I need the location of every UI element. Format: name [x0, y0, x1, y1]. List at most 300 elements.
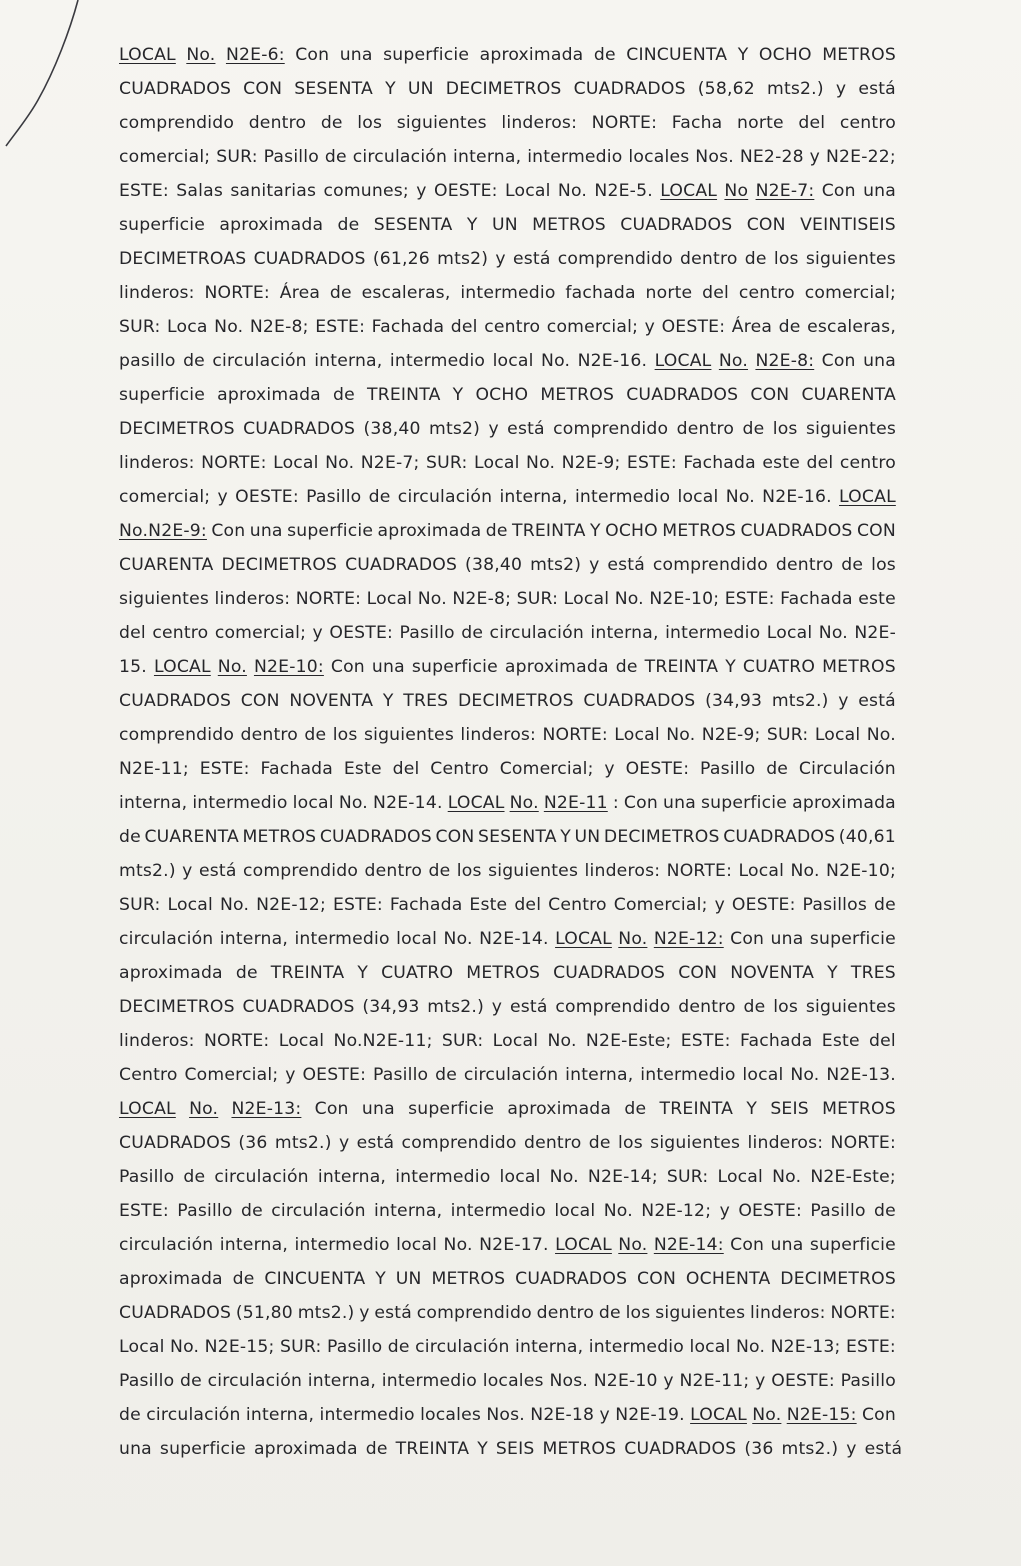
text-word: del — [514, 895, 542, 915]
text-word: aproximada — [119, 963, 223, 983]
text-word: ESTE: — [724, 589, 775, 609]
text-word: CON — [243, 79, 283, 99]
text-word: ESTE: — [199, 759, 250, 779]
text-line — [119, 174, 896, 208]
text-word: circulación — [119, 1235, 214, 1255]
text-word: intermedio — [294, 929, 390, 949]
text-word: de — [232, 1269, 255, 1289]
text-word: ESTE: — [332, 895, 383, 915]
text-word: SUR: — [426, 453, 468, 473]
text-word: comercial; — [119, 487, 211, 507]
text-word: N2E-22; — [825, 147, 896, 167]
text-word: No. — [866, 725, 896, 745]
text-word: interna, — [590, 623, 659, 643]
text-word: está — [864, 1439, 903, 1459]
text-word: N2E-5. — [594, 181, 653, 201]
text-word: Con — [861, 1405, 896, 1425]
underlined-heading-word: No. — [752, 1405, 782, 1425]
text-line — [119, 616, 896, 650]
text-line — [119, 1432, 903, 1466]
text-word: y — [491, 997, 503, 1017]
text-word: una — [770, 1235, 804, 1255]
text-word: OESTE: — [235, 487, 299, 507]
text-word: y — [599, 1405, 610, 1425]
text-word: dentro — [523, 1133, 582, 1153]
underlined-heading-word: LOCAL — [153, 657, 211, 677]
text-word: está — [858, 79, 896, 99]
text-word: los — [625, 1303, 651, 1323]
text-word: y — [714, 895, 725, 915]
text-word: los — [618, 1133, 643, 1153]
text-word: local — [396, 929, 438, 949]
text-word: CUADRADOS — [345, 555, 458, 575]
text-word: 15. — [119, 657, 147, 677]
text-line — [119, 786, 896, 820]
text-word: circulación — [214, 1167, 309, 1187]
text-line — [119, 1024, 896, 1058]
text-word: UN — [574, 827, 601, 847]
text-line — [119, 854, 896, 888]
text-word: No. — [736, 1337, 766, 1357]
text-word: : — [612, 793, 619, 813]
text-word: Y — [452, 385, 464, 405]
text-word: aproximada — [219, 215, 324, 235]
text-word: local — [554, 1201, 596, 1221]
text-word: los — [332, 725, 358, 745]
text-word: CUATRO — [742, 657, 816, 677]
text-word: METROS — [540, 385, 615, 405]
text-word: y — [217, 487, 228, 507]
text-word: comunes; — [323, 181, 409, 201]
text-word: Local — [167, 895, 214, 915]
underlined-heading-word: LOCAL — [839, 487, 896, 507]
text-line — [119, 344, 896, 378]
text-line — [119, 1364, 896, 1398]
text-word: METROS — [822, 45, 896, 65]
text-word: los — [773, 997, 799, 1017]
text-word: (38,40 — [465, 555, 523, 575]
text-word: de — [329, 283, 352, 303]
text-word: comprendido — [243, 861, 359, 881]
text-word: de — [333, 385, 355, 405]
text-word: No. — [325, 453, 355, 473]
text-line — [119, 276, 896, 310]
text-word: siguientes — [805, 249, 896, 269]
text-word: No. — [557, 181, 588, 201]
underlined-heading-word: LOCAL — [555, 1235, 612, 1255]
text-word: Pasillo — [177, 1201, 233, 1221]
text-word: Nos. — [695, 147, 734, 167]
text-word: y — [846, 1439, 857, 1459]
text-word: escaleras, — [361, 283, 451, 303]
text-word: DECIMETROAS — [119, 249, 247, 269]
text-word: N2E-10; — [826, 861, 896, 881]
text-word: del — [798, 113, 826, 133]
text-word: DECIMETROS — [119, 419, 235, 439]
text-word: circulación — [463, 1065, 559, 1085]
text-word: ESTE: — [626, 453, 677, 473]
text-word: linderos: — [584, 861, 661, 881]
text-word: siguientes — [650, 1133, 741, 1153]
text-word: comercial; — [214, 623, 307, 643]
text-word: aproximada — [504, 657, 609, 677]
text-word: local — [742, 1065, 784, 1085]
text-word: local — [677, 487, 719, 507]
text-word: CUADRADOS — [626, 385, 739, 405]
text-word: No. — [443, 929, 473, 949]
text-word: METROS — [466, 963, 541, 983]
text-line — [119, 582, 896, 616]
text-word: No. — [443, 1235, 473, 1255]
text-word: CON — [240, 691, 280, 711]
text-word: de — [744, 249, 767, 269]
text-word: Centro — [119, 1065, 178, 1085]
text-word: Con — [730, 929, 765, 949]
text-word: superficie — [408, 1099, 495, 1119]
text-word: del — [869, 1031, 896, 1051]
text-word: No. — [219, 895, 250, 915]
text-word: circulación — [271, 1201, 366, 1221]
text-word: TREINTA — [512, 521, 586, 541]
text-word: Facha — [671, 113, 723, 133]
text-word: No. — [526, 453, 556, 473]
text-word: interna, — [453, 147, 522, 167]
underlined-heading-word: LOCAL — [690, 1405, 747, 1425]
text-word: DECIMETROS — [780, 1269, 896, 1289]
text-word: CUADRADOS — [620, 215, 733, 235]
text-line — [119, 956, 896, 990]
text-line — [119, 650, 896, 684]
underlined-heading-word: No. — [189, 1099, 219, 1119]
text-word: Pasillo — [326, 1337, 383, 1357]
text-word: del — [806, 453, 834, 473]
text-word: intermedio — [294, 1235, 390, 1255]
text-word: N2E-12; — [641, 1201, 712, 1221]
text-word: comprendido — [555, 997, 671, 1017]
underlined-heading-word: N2E-10: — [253, 657, 324, 677]
text-word: una — [663, 793, 696, 813]
text-word: TRES — [403, 691, 449, 711]
text-word: Pasillos — [802, 895, 868, 915]
text-word: CUADRADOS — [515, 1269, 628, 1289]
text-line — [119, 1228, 896, 1262]
text-word: dentro — [364, 861, 423, 881]
text-word: intermedio — [588, 1337, 684, 1357]
text-word: Con — [211, 521, 246, 541]
text-word: comprendido — [652, 555, 768, 575]
text-word: N2E-11; — [119, 759, 189, 779]
text-word: METROS — [822, 657, 896, 677]
text-word: N2E-16. — [762, 487, 832, 507]
text-word: dentro — [248, 113, 307, 133]
text-line — [119, 1262, 896, 1296]
text-word: Circulación — [798, 759, 896, 779]
text-word: METROS — [542, 1439, 617, 1459]
text-line — [119, 378, 896, 412]
text-word: OESTE: — [302, 1065, 367, 1085]
text-word: TREINTA — [270, 963, 345, 983]
text-word: N2E-17. — [479, 1235, 549, 1255]
text-line — [119, 1092, 896, 1126]
text-word: Local — [366, 589, 413, 609]
text-word: N2E-10; — [649, 589, 720, 609]
text-word: de — [435, 1065, 458, 1085]
text-word: centro — [484, 317, 541, 337]
text-word: está — [374, 1303, 412, 1323]
text-word: de — [485, 521, 508, 541]
text-word: Pasillo — [399, 623, 455, 643]
text-word: una — [249, 521, 283, 541]
text-word: Y — [466, 215, 478, 235]
text-word: interna, — [374, 1201, 443, 1221]
text-word: Local — [614, 725, 660, 745]
text-word: Pasillo — [810, 1201, 866, 1221]
text-word: NOVENTA — [289, 691, 374, 711]
text-word: Y — [385, 79, 396, 99]
text-line — [119, 1296, 896, 1330]
text-word: dentro — [678, 997, 736, 1017]
text-word: N2E-13. — [826, 1065, 896, 1085]
text-word: interna, — [245, 1405, 315, 1425]
text-word: una — [863, 181, 896, 201]
text-word: siguientes — [655, 1303, 746, 1323]
text-word: CUADRADOS — [119, 1133, 232, 1153]
text-word: N2E-16. — [577, 351, 648, 371]
text-word: No. — [772, 1167, 802, 1187]
text-word: aproximada — [507, 1099, 612, 1119]
text-word: siguientes — [396, 113, 487, 133]
text-word: Local — [278, 1031, 325, 1051]
text-word: linderos: — [747, 1133, 824, 1153]
text-word: (61,26 — [372, 249, 430, 269]
text-word: ESTE: — [119, 181, 169, 201]
text-word: Fachada — [683, 453, 756, 473]
text-word: SESENTA — [294, 79, 373, 99]
text-word: de — [778, 317, 801, 337]
text-word: de — [183, 1167, 206, 1187]
text-word: No. — [170, 1337, 200, 1357]
text-word: ESTE: — [315, 317, 366, 337]
text-word: OESTE: — [661, 317, 726, 337]
text-word: de — [461, 623, 484, 643]
text-word: OESTE: — [329, 623, 394, 643]
text-word: de — [766, 759, 789, 779]
text-word: N2E- — [854, 623, 896, 643]
text-word: OESTE: — [771, 1371, 835, 1391]
text-word: locales — [420, 1405, 482, 1425]
text-word: interna, — [515, 1337, 584, 1357]
text-line — [119, 1126, 896, 1160]
text-word: y — [719, 1201, 730, 1221]
text-word: N2E-19. — [615, 1405, 685, 1425]
text-word: de — [428, 861, 451, 881]
text-word: superficie — [119, 215, 206, 235]
text-word: mts2.) — [297, 1303, 355, 1323]
text-word: Fachada — [371, 317, 445, 337]
underlined-heading-word: No. — [186, 45, 216, 65]
text-word: aproximada — [377, 521, 482, 541]
text-word: (51,80 — [235, 1303, 293, 1323]
text-word: ESTE: — [119, 1201, 169, 1221]
text-word: locales — [482, 1371, 544, 1391]
text-word: comprendido — [557, 249, 673, 269]
text-word: dentro — [775, 555, 834, 575]
text-line — [119, 1194, 896, 1228]
text-word: de — [598, 1303, 621, 1323]
text-word: está — [509, 997, 548, 1017]
text-word: comprendido — [401, 1133, 517, 1153]
text-word: CUADRADOS — [119, 1303, 232, 1323]
text-word: Pasillo — [119, 1371, 175, 1391]
text-word: DECIMETROS — [119, 997, 235, 1017]
text-word: Fachada — [389, 895, 463, 915]
text-word: norte — [645, 283, 693, 303]
text-word: (58,62 — [697, 79, 755, 99]
text-word: Fachada — [739, 1031, 813, 1051]
text-word: dentro — [676, 419, 735, 439]
underlined-heading-word: No. — [618, 1235, 648, 1255]
text-word: está — [512, 249, 551, 269]
text-word: SEIS — [770, 1099, 809, 1119]
text-word: Y — [827, 963, 838, 983]
text-word: centro — [152, 623, 209, 643]
text-word: circulación — [146, 1405, 241, 1425]
text-word: circulación — [119, 929, 214, 949]
text-word: Local — [766, 623, 813, 643]
text-word: norte — [737, 113, 784, 133]
text-word: Y — [357, 963, 369, 983]
text-word: intermedio — [460, 283, 556, 303]
text-word: este — [858, 589, 896, 609]
text-line — [119, 1058, 896, 1092]
text-word: interna, — [499, 487, 568, 507]
text-word: comprendido — [416, 1303, 532, 1323]
text-word: comercial; — [804, 283, 896, 303]
text-line — [119, 548, 896, 582]
text-word: de — [874, 1201, 896, 1221]
text-word: superficie — [383, 45, 470, 65]
text-word: de — [874, 895, 896, 915]
text-word: CUADRADOS — [119, 691, 232, 711]
text-word: OCHO — [605, 521, 658, 541]
text-line — [119, 208, 896, 242]
text-word: Comercial; — [613, 895, 708, 915]
text-word: UN — [491, 215, 518, 235]
text-word: OESTE: — [738, 1201, 802, 1221]
text-word: dentro — [680, 249, 738, 269]
text-word: N2E-14. — [373, 793, 443, 813]
text-word: No. — [338, 793, 368, 813]
text-word: CUADRADOS — [319, 827, 432, 847]
underlined-heading-word: N2E-8: — [755, 351, 815, 371]
text-word: UN — [407, 79, 434, 99]
text-word: circulación — [207, 1371, 303, 1391]
text-word: y — [416, 181, 427, 201]
underlined-heading-word: No — [724, 181, 749, 201]
text-word: linderos: — [119, 283, 195, 303]
text-word: N2E-11; — [679, 1371, 750, 1391]
text-word: mts2.) — [771, 691, 829, 711]
text-word: NE2-28 — [739, 147, 804, 167]
text-word: No. — [725, 487, 755, 507]
text-word: SUR: — [441, 1031, 484, 1051]
text-word: Con — [730, 1235, 765, 1255]
text-word: y — [338, 1133, 350, 1153]
text-word: SUR: — [280, 1337, 322, 1357]
text-word: este — [762, 453, 801, 473]
text-word: comercial; — [546, 317, 639, 337]
text-word: CON — [678, 963, 718, 983]
text-word: CUADRADOS — [740, 521, 853, 541]
text-word: SUR: — [766, 725, 809, 745]
text-word: de — [624, 1099, 647, 1119]
text-word: linderos: — [501, 113, 578, 133]
text-word: Con — [314, 1099, 349, 1119]
text-line — [119, 888, 896, 922]
text-word: y — [182, 861, 193, 881]
text-word: METROS — [242, 827, 317, 847]
text-word: intermedio — [640, 1065, 736, 1085]
text-word: de — [180, 1371, 202, 1391]
text-word: de — [593, 45, 616, 65]
text-word: NOVENTA — [730, 963, 815, 983]
text-word: y — [663, 1371, 674, 1391]
text-word: intermedio — [665, 623, 761, 643]
text-word: de — [615, 657, 638, 677]
text-word: Local — [563, 589, 610, 609]
text-line — [119, 684, 896, 718]
text-word: N2E-Este; — [585, 1031, 672, 1051]
text-word: (36 — [744, 1439, 774, 1459]
text-word: SUR: — [119, 895, 161, 915]
underlined-heading-word: No. — [217, 657, 247, 677]
text-word: Local — [119, 1337, 165, 1357]
text-word: y — [604, 759, 615, 779]
text-word: NORTE: — [203, 1031, 270, 1051]
text-word: superficie — [287, 521, 374, 541]
text-word: CUADRADOS — [242, 997, 355, 1017]
text-word: circulación — [489, 623, 584, 643]
text-word: aproximada — [119, 1269, 223, 1289]
text-word: Con — [330, 657, 365, 677]
text-word: y — [589, 555, 600, 575]
text-word: N2E-12; — [256, 895, 327, 915]
text-word: No. — [214, 317, 244, 337]
text-word: linderos: — [214, 589, 291, 609]
text-word: mts2.) — [119, 861, 176, 881]
text-word: superficie — [809, 1235, 896, 1255]
text-word: del — [450, 317, 478, 337]
text-word: Y — [477, 1439, 488, 1459]
text-word: linderos: — [460, 725, 537, 745]
text-line — [119, 990, 896, 1024]
underlined-heading-word: LOCAL — [119, 1099, 176, 1119]
text-word: fachada — [565, 283, 636, 303]
text-word: (40,61 — [838, 827, 896, 847]
text-word: TREINTA — [367, 385, 441, 405]
text-word: los — [772, 419, 798, 439]
text-word: intermedio — [389, 351, 486, 371]
text-word: TRES — [850, 963, 896, 983]
text-line — [119, 106, 896, 140]
underlined-heading-word: No. — [618, 929, 648, 949]
text-word: superficie — [159, 1439, 246, 1459]
text-line — [119, 1398, 896, 1432]
text-word: está — [507, 419, 545, 439]
text-word: local — [499, 1167, 541, 1187]
text-word: Área — [731, 317, 773, 337]
text-word: Comercial; — [184, 1065, 279, 1085]
